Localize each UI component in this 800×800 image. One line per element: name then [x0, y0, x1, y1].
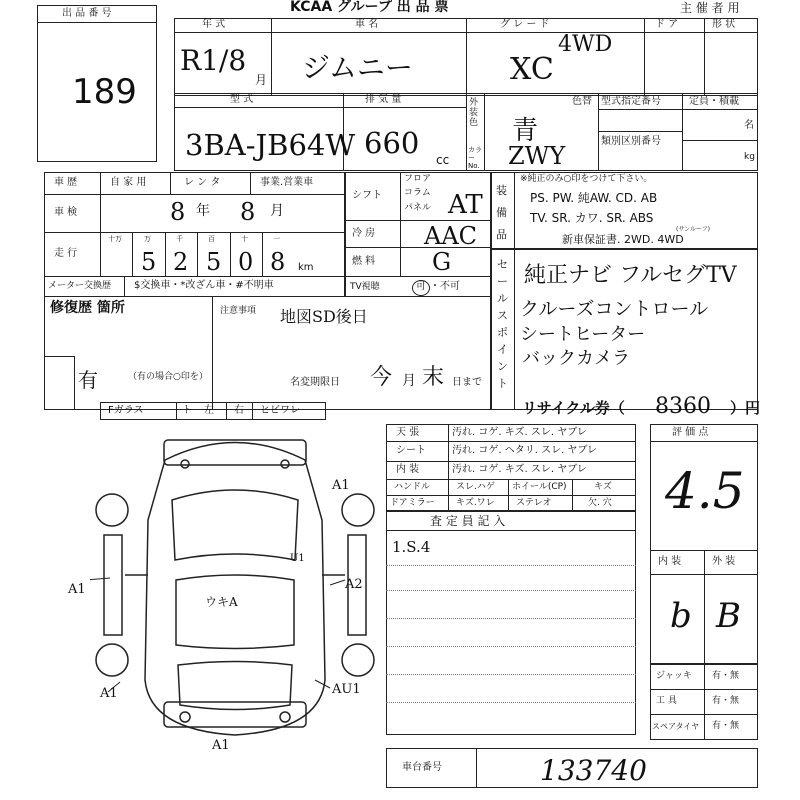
tv-opt-no[interactable]: ・不可 [430, 281, 460, 292]
color-code: ZWY [508, 142, 566, 170]
shift-opt-column[interactable]: コラム [404, 188, 431, 198]
mirror-label: ドアミラー [390, 498, 435, 508]
transfer-label: 名変期限日 [290, 377, 340, 388]
shift-opt-panel[interactable]: パネル [404, 203, 432, 213]
type-no-label: 型式指定番号 [601, 96, 661, 107]
history-box [44, 172, 346, 297]
org-title: KCAA グループ 出 品 票 [290, 0, 449, 15]
interior-label: 内 装 [396, 464, 420, 475]
selling-line-2: クルーズコントロール [520, 298, 709, 320]
jack-label: ジャッキ [656, 671, 692, 681]
people-unit: 名 [744, 120, 754, 131]
shaken-month-unit: 月 [270, 203, 284, 219]
model-value: 3BA-JB64W [185, 128, 356, 162]
int-grade-value: b [670, 596, 692, 636]
seat-text[interactable]: 汚れ. コゲ. ヘタリ. スレ. ヤブレ [452, 445, 598, 456]
digit-unit-100: 百 [208, 235, 215, 243]
diagram-label-a1-bl: A1 [100, 686, 118, 701]
equipment-row1[interactable]: PS. PW. 純AW. CD. AB [530, 191, 658, 205]
mileage-digit-1k: 2 [173, 248, 189, 276]
fuel-label: 燃 料 [352, 256, 376, 267]
tv-label: TV視聴 [350, 282, 380, 292]
transfer-day-suffix: 日まで [452, 377, 482, 388]
disp-label: 排 気 量 [365, 94, 402, 105]
year-month-unit: 月 [255, 73, 268, 87]
equipment-row3[interactable]: 新車保証書. 2WD. 4WD [562, 233, 684, 246]
diagram-label-u1: U1 [290, 553, 305, 564]
selling-line-4: バックカメラ [522, 348, 630, 369]
digit-unit-100k: 十万 [108, 235, 122, 243]
shaken-year: 8 [170, 198, 186, 226]
ext-grade-value: B [716, 596, 741, 636]
class-no-label: 類別区別番号 [601, 136, 661, 147]
spare-value[interactable]: 有・無 [712, 721, 740, 731]
cc-unit: cc [436, 153, 450, 167]
history-opt-rental[interactable]: レ ン タ [184, 177, 221, 188]
shift-label: シフト [352, 190, 382, 201]
diagram-label-a1-bottom: A1 [212, 738, 230, 753]
lot-number: 189 [72, 72, 137, 112]
mileage-digit-10k: 5 [141, 248, 157, 276]
stereo-text[interactable]: 欠. 穴 [588, 498, 612, 508]
shift-value: AT [448, 190, 483, 220]
history-opt-private[interactable]: 自 家 用 [110, 177, 147, 188]
mileage-digit-100: 5 [206, 248, 222, 276]
car-name: ジムニー [302, 51, 413, 84]
ac-label: 冷 房 [352, 228, 376, 239]
caution-value: 地図SD後日 [280, 307, 368, 326]
grade-score-label: 評 価 点 [672, 427, 709, 438]
grade-value: XC [510, 52, 554, 87]
equipment-note: ※純正のみ○印をつけて下さい。 [520, 174, 653, 184]
sunroof-note: (サンルーフ) [676, 226, 710, 233]
diagram-label-a2-right: A2 [345, 577, 363, 592]
equipment-label: 装備品 [496, 184, 507, 241]
chassis-value: 133740 [540, 754, 647, 787]
transfer-value: 今 [370, 365, 393, 390]
glass-opt-left[interactable]: 左 [204, 405, 214, 416]
glass-opt-right[interactable]: 右 [234, 405, 244, 416]
ceiling-label: 天 張 [396, 427, 420, 438]
glass-opt-crack[interactable]: ヒビワレ [260, 405, 300, 416]
grade-score-value: 4.5 [665, 462, 745, 520]
mirror-text[interactable]: キズ.ワレ [456, 498, 495, 508]
ext-label: 外装色 [469, 98, 479, 128]
color-value: 青 [512, 116, 539, 146]
year-label: 年 式 [202, 19, 226, 30]
history-opt-business[interactable]: 事業.営業車 [260, 177, 314, 188]
glass-opt-front[interactable]: ト [182, 405, 192, 416]
lot-label: 出 品 番 号 [62, 8, 112, 19]
jack-value[interactable]: 有・無 [712, 671, 740, 681]
caution-label: 注意事項 [220, 306, 257, 316]
inspector-label: 査 定 員 記 入 [430, 514, 506, 528]
history-label: 車 歴 [54, 177, 78, 188]
ceiling-text[interactable]: 汚れ. コゲ. キズ. スレ. ヤブレ [452, 427, 587, 438]
int-grade-label: 内 装 [658, 556, 682, 567]
digit-unit-1k: 千 [176, 235, 183, 243]
diagram-label-roof: ウキA [205, 595, 238, 609]
digit-unit-10: 十 [241, 235, 248, 243]
tv-opt-yes[interactable]: 可 [412, 280, 430, 296]
seat-label: シート [396, 445, 426, 456]
wheel-label: ホイール(CP) [512, 482, 567, 492]
glass-label: Fガラス [108, 405, 144, 416]
diagram-label-a1-top: A1 [332, 478, 350, 493]
car-label: 車 名 [355, 19, 379, 30]
transfer-end: 末 [422, 365, 445, 390]
shaken-month: 8 [240, 198, 256, 226]
ext-grade-label: 外 装 [712, 556, 736, 567]
interior-text[interactable]: 汚れ. コゲ. キズ. スレ. ヤブレ [452, 464, 587, 475]
meter-label: メーター交換歴 [48, 281, 112, 291]
selling-line-3: シートヒーター [520, 324, 646, 345]
meter-opts[interactable]: $交換車・*改ざん車・#不明車 [134, 280, 274, 291]
shape-label: 形 状 [712, 19, 736, 30]
year-value: R1/8 [180, 44, 247, 77]
recycle-suffix: ）円 [730, 399, 761, 417]
handle-text[interactable]: スレ.ハゲ [456, 482, 495, 492]
recycle-label: リサイクル券（ [522, 399, 625, 417]
shaken-year-unit: 年 [196, 203, 210, 219]
color-change-label: 色替 [572, 96, 592, 107]
repair-label: 修復歴 箇所 [50, 300, 125, 316]
grade-note: 4WD [558, 32, 613, 57]
tool-value[interactable]: 有・無 [712, 696, 740, 706]
mileage-label: 走 行 [54, 248, 78, 259]
recycle-value: 8360 [655, 394, 711, 419]
spare-label: スペアタイヤ [652, 722, 700, 731]
kg-unit: kg [744, 152, 755, 162]
equipment-row2[interactable]: TV. SR. カワ. SR. ABS [530, 211, 654, 225]
grade-label: グ レ ー ド [500, 19, 550, 30]
color-no-label: カラーNo. [468, 146, 482, 170]
selling-line-1: 純正ナビ フルセグTV [524, 263, 737, 288]
tool-label: 工 具 [656, 696, 677, 706]
mileage-digit-1: 8 [270, 248, 286, 276]
transfer-month-unit: 月 [402, 373, 416, 389]
chassis-label: 車台番号 [402, 762, 442, 773]
shaken-label: 車 検 [54, 207, 78, 218]
fuel-value: G [432, 248, 452, 276]
inspector-note: 1.S.4 [392, 538, 431, 556]
diagram-label-a1-left: A1 [68, 582, 86, 597]
digit-unit-10k: 万 [144, 235, 151, 243]
shift-opt-floor[interactable]: フロア [404, 174, 432, 184]
mileage-digit-10: 0 [238, 248, 254, 276]
displacement-value: 660 [364, 126, 420, 160]
door-label: ド ア [655, 19, 679, 30]
selling-label: セールスポイント [497, 258, 508, 390]
stereo-label: ステレオ [516, 498, 552, 508]
handle-label: ハンドル [394, 482, 431, 492]
repair-value: 有 [78, 368, 98, 392]
km-unit: km [298, 262, 314, 273]
capacity-label: 定員・積載 [689, 96, 739, 107]
repair-note: （有の場合○印を） [128, 372, 208, 382]
wheel-text[interactable]: キズ [594, 482, 612, 492]
digit-unit-1: 一 [273, 235, 280, 243]
host-label: 主 催 者 用 [680, 1, 740, 15]
diagram-label-au1: AU1 [332, 682, 361, 697]
ac-value: AAC [424, 222, 478, 250]
model-label: 型 式 [230, 94, 254, 105]
